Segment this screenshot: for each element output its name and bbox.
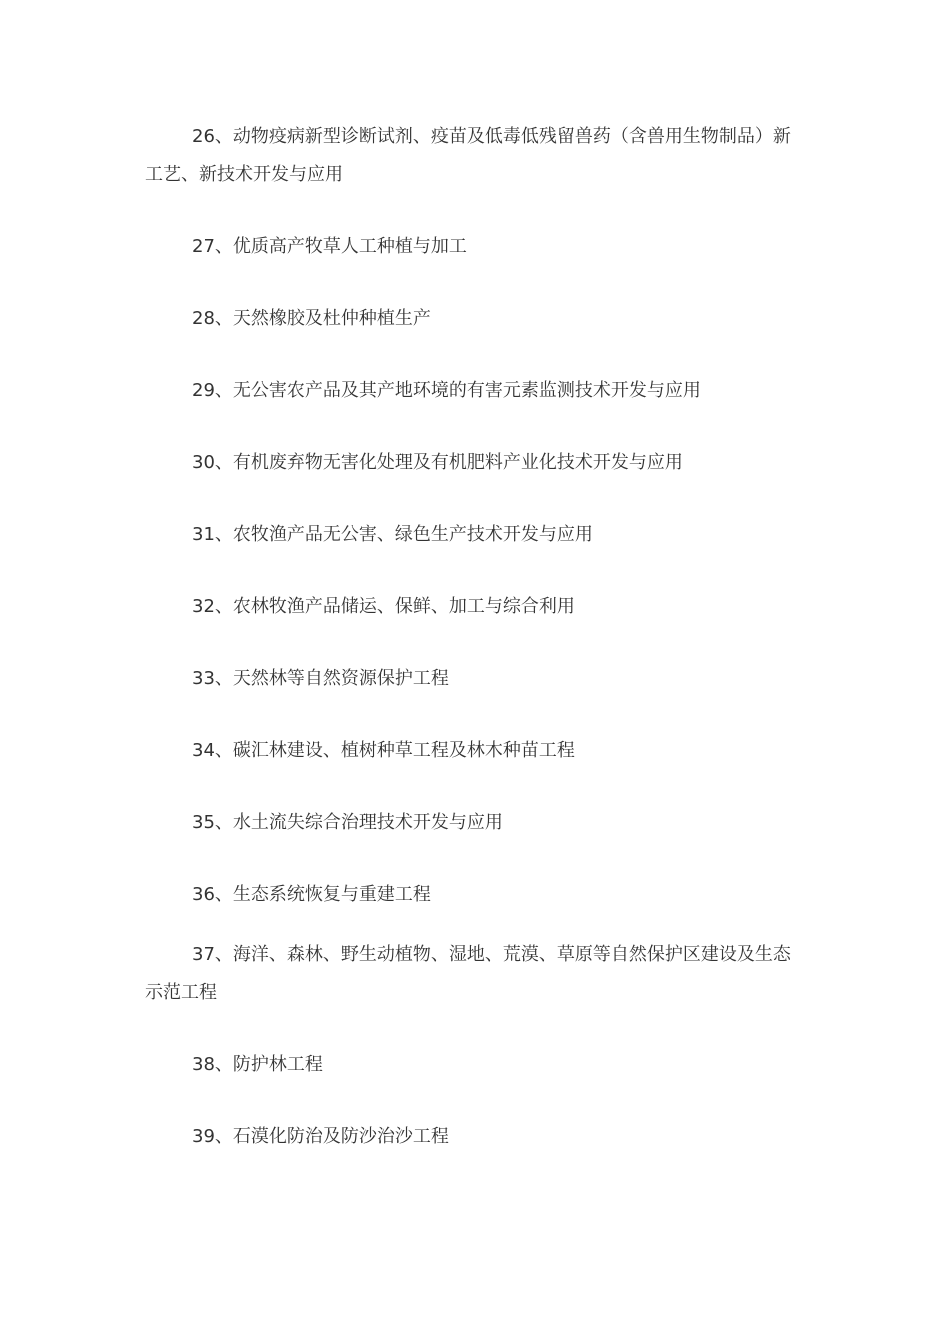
list-item-31: 31、农牧渔产品无公害、绿色生产技术开发与应用 (192, 524, 593, 545)
list-item-35: 35、水土流失综合治理技术开发与应用 (192, 812, 503, 833)
list-item-36: 36、生态系统恢复与重建工程 (192, 884, 431, 905)
list-item-33: 33、天然林等自然资源保护工程 (192, 668, 449, 689)
list-item-27: 27、优质高产牧草人工种植与加工 (192, 236, 467, 257)
list-item-30: 30、有机废弃物无害化处理及有机肥料产业化技术开发与应用 (192, 452, 683, 473)
list-item-37: 37、海洋、森林、野生动植物、湿地、荒漠、草原等自然保护区建设及生态示范工程 (145, 944, 791, 1003)
list-item-26: 26、动物疫病新型诊断试剂、疫苗及低毒低残留兽药（含兽用生物制品）新工艺、新技术开发与应用 (145, 126, 791, 185)
list-item-38: 38、防护林工程 (192, 1054, 323, 1075)
list-item-29: 29、无公害农产品及其产地环境的有害元素监测技术开发与应用 (192, 380, 701, 401)
list-item-32: 32、农林牧渔产品储运、保鲜、加工与综合利用 (192, 596, 575, 617)
list-item-28: 28、天然橡胶及杜仲种植生产 (192, 308, 431, 329)
list-item-34: 34、碳汇林建设、植树种草工程及林木种苗工程 (192, 740, 575, 761)
list-item-39: 39、石漠化防治及防沙治沙工程 (192, 1126, 449, 1147)
